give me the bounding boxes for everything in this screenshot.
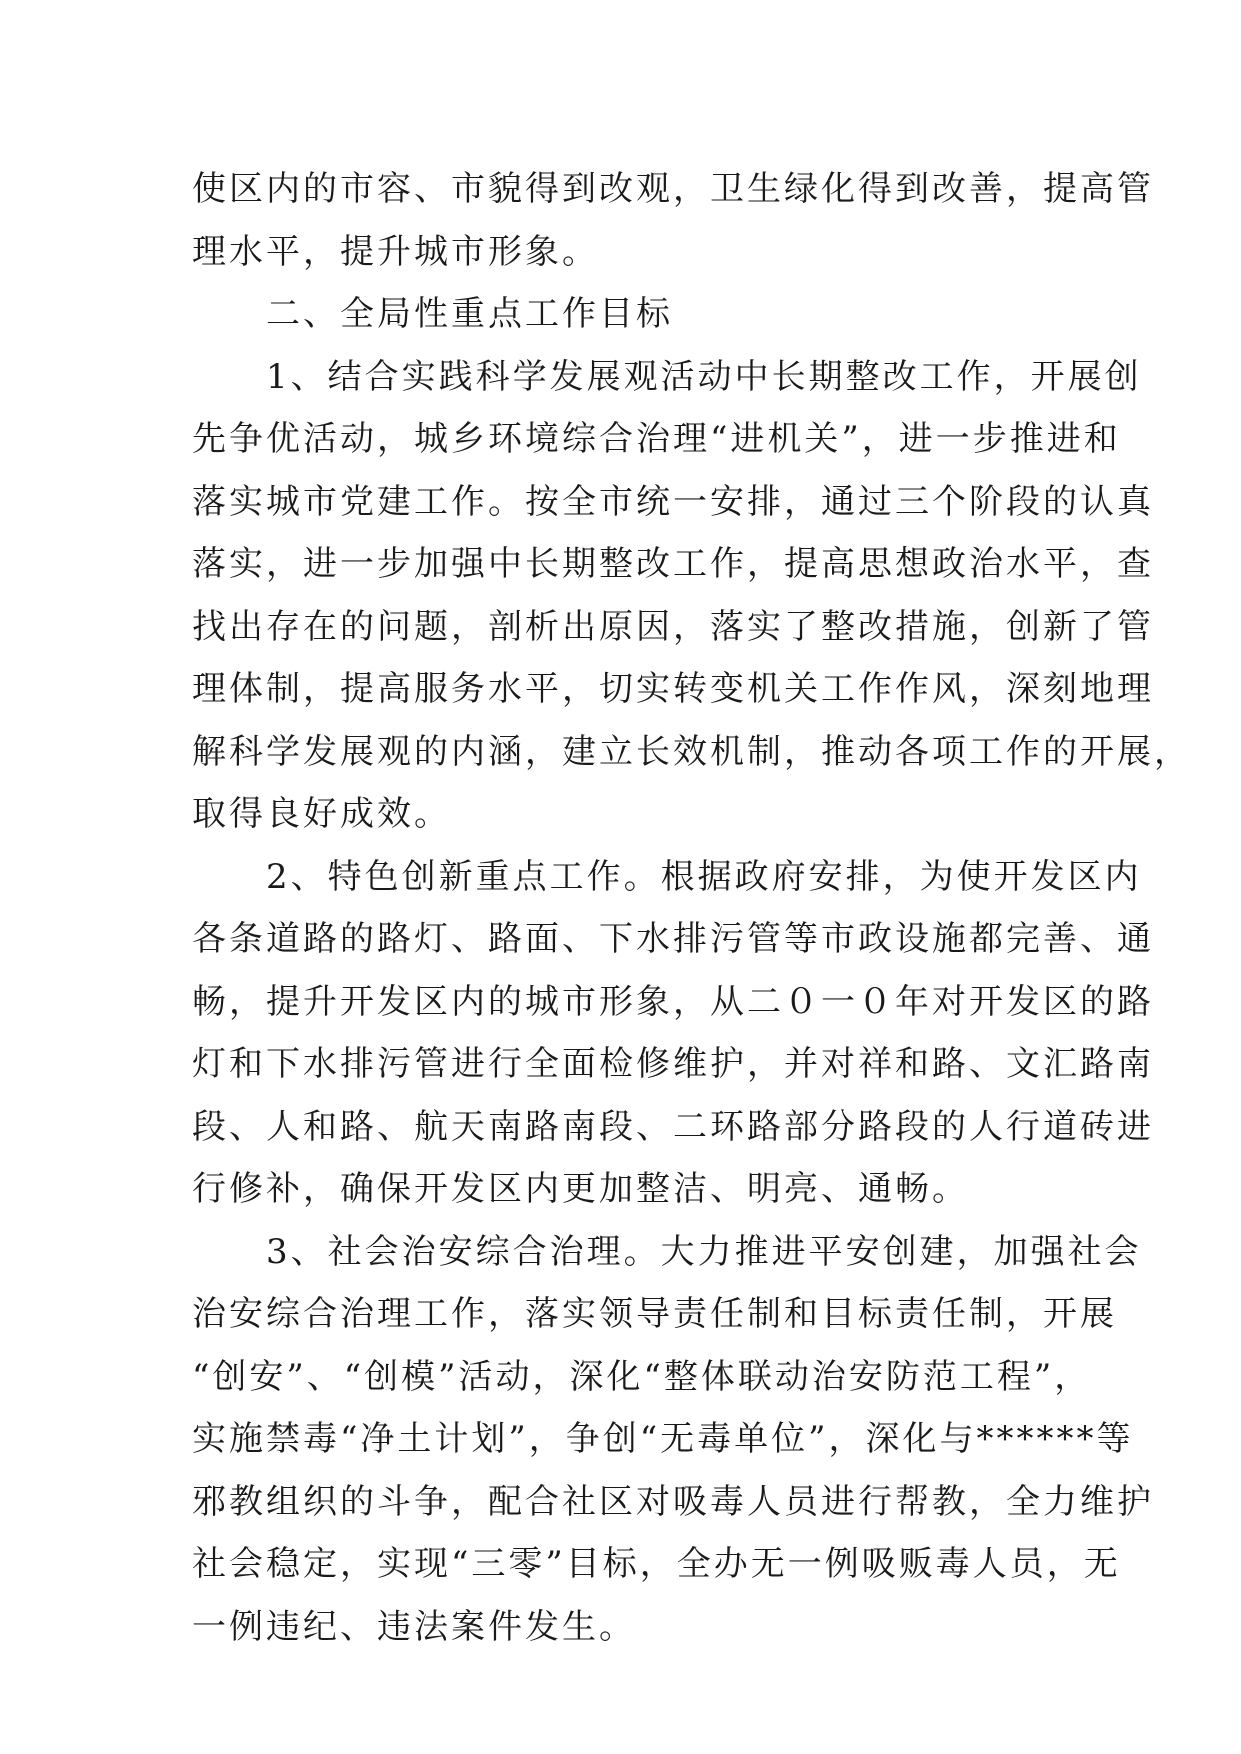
text-line: 段、人和路、航天南路南段、二环路部分路段的人行道砖进: [192, 1106, 1154, 1147]
text-line: 社会稳定，实现“三零”目标，全办无一例吸贩毒人员，无: [192, 1544, 1121, 1584]
text-line: “创安”、“创模”活动，深化“整体联动治安防范工程”，: [192, 1356, 1092, 1397]
text-line: 2、特色创新重点工作。根据政府安排，为使开发区内: [266, 856, 1142, 897]
text-line: 一例违纪、违法案件发生。: [192, 1606, 636, 1647]
text-line: 治安综合治理工作，落实领导责任制和目标责任制，开展: [192, 1294, 1117, 1334]
text-line: 邪教组织的斗争，配合社区对吸毒人员进行帮教，全力维护: [192, 1481, 1154, 1522]
text-line: 各条道路的路灯、路面、下水排污管等市政设施都完善、通: [192, 919, 1154, 959]
text-line: 理体制，提高服务水平，切实转变机关工作作风，深刻地理: [192, 669, 1154, 709]
paragraph-item-2: [192, 846, 1154, 1221]
text-line: 1、结合实践科学发展观活动中长期整改工作，开展创: [266, 356, 1142, 397]
paragraph-item-3: [192, 1221, 1154, 1659]
text-line: 先争优活动，城乡环境综合治理“进机关”，进一步推进和: [192, 419, 1121, 459]
text-line: 取得良好成效。: [192, 794, 451, 834]
document-body: [192, 158, 1191, 1658]
text-line: 落实城市党建工作。按全市统一安排，通过三个阶段的认真: [192, 481, 1154, 522]
text-line: 畅，提升开发区内的城市形象，从二０一０年对开发区的路: [192, 981, 1154, 1022]
text-line: 解科学发展观的内涵，建立长效机制，推动各项工作的开展，: [192, 731, 1191, 772]
text-line: 落实，进一步加强中长期整改工作，提高思想政治水平，查: [192, 544, 1154, 584]
paragraph-item-1: [192, 346, 1191, 846]
text-line: 行修补，确保开发区内更加整洁、明亮、通畅。: [192, 1169, 969, 1209]
text-line: 找出存在的问题，剖析出原因，落实了整改措施，创新了管: [192, 606, 1154, 647]
text-line: 实施禁毒“净土计划”，争创“无毒单位”，深化与******等: [192, 1419, 1134, 1459]
text-line: 灯和下水排污管进行全面检修维护，并对祥和路、文汇路南: [192, 1044, 1154, 1084]
section-heading-text: 二、全局性重点工作目标: [266, 294, 673, 334]
text-line: 理水平，提升城市形象。: [192, 231, 599, 272]
text-line: 使区内的市容、市貌得到改观，卫生绿化得到改善，提高管: [192, 169, 1154, 209]
text-line: 3、社会治安综合治理。大力推进平安创建，加强社会: [266, 1231, 1142, 1272]
section-heading: [192, 283, 1052, 346]
continuation-paragraph: [192, 158, 1154, 283]
